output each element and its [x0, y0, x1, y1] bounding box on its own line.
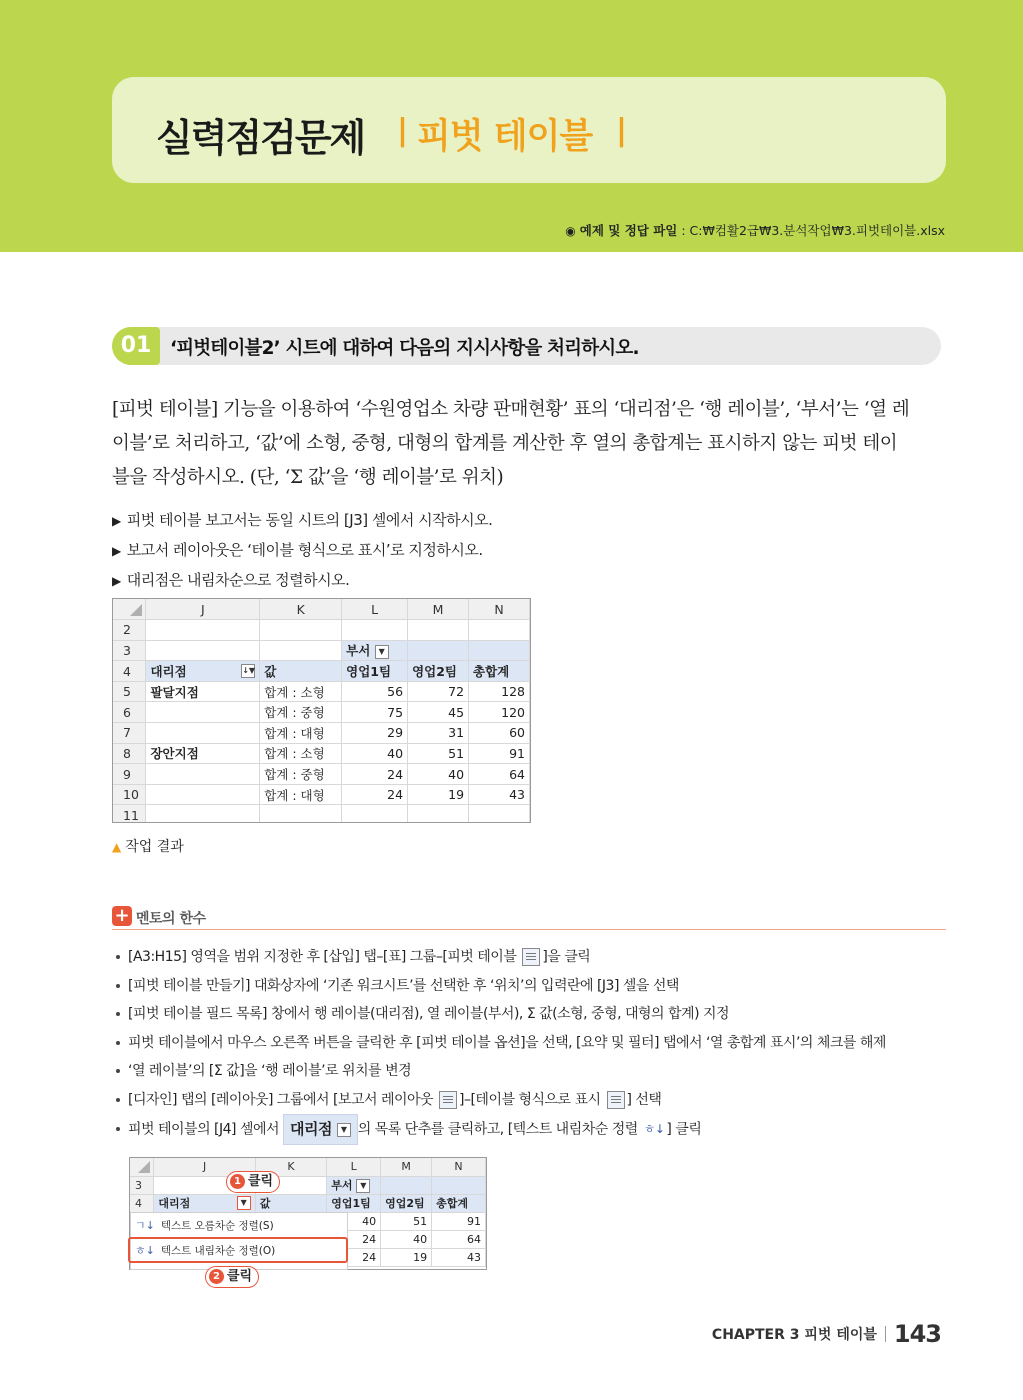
value-cell: 40: [408, 764, 469, 785]
tip-item: [116, 1000, 886, 1029]
sort-dropdown-icon[interactable]: ↓▼: [241, 664, 255, 678]
page-title: 실력점검문제: [156, 116, 365, 160]
bullet-dot: [116, 1127, 120, 1131]
value-cell: 29: [342, 723, 408, 744]
value-cell: 75: [342, 702, 408, 723]
question-number: 01: [112, 327, 160, 365]
total-cell: 43: [469, 784, 530, 805]
step-item: [112, 566, 492, 596]
value-field-cell: 값: [255, 1194, 326, 1212]
value-cell: 56: [342, 681, 408, 702]
pivot-table-icon: [522, 948, 540, 966]
row-header[interactable]: 4: [130, 1194, 154, 1212]
column-field-label: 부서: [331, 1179, 353, 1192]
bullet-dot: [116, 1012, 120, 1016]
col-header[interactable]: L: [342, 599, 408, 620]
row-header[interactable]: 10: [113, 784, 146, 805]
sort-descending-icon: ㅎ↓: [643, 1122, 665, 1137]
row-header[interactable]: 4: [113, 661, 146, 682]
plus-icon: +: [112, 906, 132, 926]
row-header[interactable]: 9: [113, 764, 146, 785]
step-text: 보고서 레이아웃은 ‘테이블 형식으로 표시’로 지정하시오.: [126, 541, 483, 559]
total-cell: 43: [432, 1248, 486, 1266]
value-cell: 40: [327, 1212, 381, 1230]
body-line: 블을 작성하시오. (단, ‘Σ 값’을 ‘행 레이블’로 위치): [112, 467, 504, 488]
page-footer: [712, 1320, 941, 1348]
column-label: 영업1팀: [327, 1194, 381, 1212]
row-header[interactable]: 11: [113, 805, 146, 823]
total-cell: 91: [469, 743, 530, 764]
step-list: [112, 506, 492, 596]
report-layout-icon: [439, 1091, 457, 1109]
col-header[interactable]: K: [260, 599, 342, 620]
dropdown-icon[interactable]: ▼: [237, 1196, 251, 1210]
total-cell: 64: [469, 764, 530, 785]
file-info: [565, 221, 945, 239]
triangle-icon: ▶: [112, 574, 121, 588]
row-header[interactable]: 3: [130, 1176, 154, 1194]
tip-item: [116, 1057, 886, 1086]
tip-header: [112, 906, 946, 930]
step-number: 1: [230, 1174, 245, 1189]
body-line: 이블’로 처리하고, ‘값’에 소형, 중형, 대형의 합계를 계산한 후 열의 총합계는 표시하지 않는 피벗 테이: [112, 433, 898, 454]
label-cell: 합계 : 소형: [260, 681, 342, 702]
dropdown-icon: ▼: [337, 1123, 351, 1137]
highlight-box: [128, 1237, 348, 1263]
value-cell: 51: [381, 1212, 432, 1230]
column-field-label: 부서: [346, 643, 371, 659]
col-header[interactable]: K: [255, 1158, 326, 1176]
tip-item: [116, 1086, 886, 1115]
tip-text: ‘열 레이블’의 [Σ 값]을 ‘행 레이블’로 위치를 변경: [128, 1063, 412, 1079]
row-field-label: 대리점: [150, 664, 187, 680]
value-cell: 24: [342, 784, 408, 805]
branch-cell: 팔달지점: [146, 681, 260, 702]
sort-ascending-icon: ㄱ↓: [135, 1219, 155, 1232]
branch-cell: [146, 784, 260, 805]
column-field-cell[interactable]: [342, 640, 408, 661]
col-header[interactable]: N: [469, 599, 530, 620]
col-header[interactable]: L: [327, 1158, 381, 1176]
tip-list: [116, 943, 886, 1145]
value-cell: 19: [381, 1248, 432, 1266]
step-item: [112, 506, 492, 536]
chapter-label: CHAPTER 3 피벗 테이블: [711, 1327, 877, 1343]
row-header[interactable]: 2: [113, 620, 146, 641]
tip-item: [116, 972, 886, 1001]
menu-item-label: 텍스트 오름차순 정렬(S): [160, 1220, 274, 1232]
row-field-cell[interactable]: [154, 1194, 255, 1212]
bullet-dot: [116, 1041, 120, 1045]
tip-text: [피벗 테이블 만들기] 대화상자에 ‘기존 워크시트’를 선택한 후 ‘위치’의 입력란에 [J3] 셀을 선택: [128, 977, 679, 994]
branch-cell: [146, 723, 260, 744]
label-cell: 합계 : 대형: [260, 723, 342, 744]
total-cell: 128: [469, 681, 530, 702]
branch-cell: [146, 764, 260, 785]
tip-text: ] 클릭: [666, 1121, 702, 1138]
row-header[interactable]: 6: [113, 702, 146, 723]
value-cell: 31: [408, 723, 469, 744]
dropdown-icon[interactable]: ▼: [356, 1179, 370, 1193]
file-path: : C:₩컴활2급₩3.분석작업₩3.피벗테이블.xlsx: [677, 223, 945, 238]
triangle-icon: ▶: [112, 514, 121, 528]
step-number: 2: [209, 1269, 224, 1284]
value-cell: 24: [327, 1248, 381, 1266]
page-number: 143: [893, 1320, 941, 1348]
step-item: [112, 536, 492, 566]
tip-text: [A3:H15] 영역을 범위 지정한 후 [삽입] 탭–[표] 그룹–[피벗 테이블: [128, 949, 521, 965]
select-all-corner[interactable]: [130, 1158, 154, 1176]
value-field-cell: 값: [260, 661, 342, 682]
row-header[interactable]: 3: [113, 640, 146, 661]
value-cell: 40: [342, 743, 408, 764]
callout-2: [205, 1266, 259, 1288]
tip-text: ]–[테이블 형식으로 표시: [459, 1091, 605, 1108]
total-cell: 64: [432, 1230, 486, 1248]
col-header[interactable]: J: [154, 1158, 255, 1176]
tip-item: [116, 1114, 886, 1145]
tip-text: ] 선택: [626, 1091, 662, 1108]
value-cell: 51: [408, 743, 469, 764]
file-label: 예제 및 정답 파일: [579, 223, 678, 238]
step-text: 피벗 테이블 보고서는 동일 시트의 [J3] 셀에서 시작하시오.: [126, 511, 493, 529]
tip-text: 피벗 테이블의 [J4] 셀에서: [128, 1121, 283, 1138]
row-header[interactable]: 5: [113, 681, 146, 702]
question-body: [112, 393, 946, 495]
row-field-cell[interactable]: [146, 661, 260, 682]
bullet-dot: [116, 1098, 120, 1102]
callout-1: [226, 1171, 280, 1193]
title-box: [112, 77, 946, 183]
tip-title: 멘토의 한수: [136, 911, 206, 927]
page-subtitle: 피벗 테이블: [417, 117, 593, 157]
menu-item-label: 텍스트 내림차순 정렬(O): [160, 1245, 276, 1257]
sort-descending-icon: ㅎ↓: [135, 1244, 155, 1257]
total-cell: 91: [432, 1212, 486, 1230]
question-bar: [112, 327, 941, 365]
value-cell: 72: [408, 681, 469, 702]
column-label: 총합계: [432, 1194, 486, 1212]
row-field-chip: [283, 1114, 358, 1145]
label-cell: 합계 : 소형: [260, 743, 342, 764]
branch-cell: 장안지점: [146, 743, 260, 764]
col-header[interactable]: J: [146, 599, 260, 620]
caption-text: 작업 결과: [125, 839, 184, 855]
column-field-cell[interactable]: [327, 1176, 381, 1194]
column-label: 총합계: [469, 661, 530, 682]
result-spreadsheet: [112, 598, 531, 823]
branch-cell: [146, 702, 260, 723]
chip-label: 대리점: [289, 1120, 332, 1138]
tip-item: [116, 1029, 886, 1058]
tip-item: [116, 943, 886, 972]
tip-text: 피벗 테이블에서 마우스 오른쪽 버튼을 클릭한 후 [피벗 테이블 옵션]을 선택, [요약 및 필터] 탭에서 ‘열 총합계 표시’의 체크를 해제: [128, 1034, 886, 1051]
figure-caption: [112, 836, 184, 856]
column-label: 영업2팀: [381, 1194, 432, 1212]
column-label: 영업1팀: [342, 661, 408, 682]
step-text: 대리점은 내림차순으로 정렬하시오.: [126, 571, 350, 589]
triangle-icon: ▶: [112, 544, 121, 558]
value-cell: 45: [408, 702, 469, 723]
value-cell: 24: [327, 1230, 381, 1248]
row-field-label: 대리점: [158, 1197, 191, 1210]
col-header[interactable]: M: [381, 1158, 432, 1176]
total-cell: 120: [469, 702, 530, 723]
label-cell: 합계 : 중형: [260, 702, 342, 723]
callout-text: 클릭: [227, 1269, 253, 1284]
title-separator: |: [397, 113, 408, 148]
select-all-corner[interactable]: [113, 599, 146, 620]
tabular-form-icon: [607, 1091, 625, 1109]
column-label: 영업2팀: [408, 661, 469, 682]
tip-text: 의 목록 단추를 클릭하고, [텍스트 내림차순 정렬: [357, 1121, 642, 1138]
value-cell: 19: [408, 784, 469, 805]
total-cell: 60: [469, 723, 530, 744]
bullet-icon: ◉: [565, 224, 576, 238]
tip-text: ]을 클릭: [542, 949, 591, 965]
question-title: ‘피벗테이블2’ 시트에 대하여 다음의 지시사항을 처리하시오.: [170, 338, 639, 359]
tip-text: [피벗 테이블 필드 목록] 창에서 행 레이블(대리점), 열 레이블(부서), Σ 값(소형, 중형, 대형의 합계) 지정: [128, 1006, 730, 1022]
row-header[interactable]: 8: [113, 743, 146, 764]
dropdown-icon[interactable]: ▼: [375, 645, 389, 659]
tip-text: [디자인] 탭의 [레이아웃] 그룹에서 [보고서 레이아웃: [128, 1091, 437, 1108]
body-line: [피벗 테이블] 기능을 이용하여 ‘수원영업소 차량 판매현황’ 표의 ‘대리점’은 ‘행 레이블’, ‘부서’는 ‘열 레: [112, 399, 910, 420]
bullet-dot: [116, 955, 120, 959]
label-cell: 합계 : 대형: [260, 784, 342, 805]
callout-text: 클릭: [248, 1174, 274, 1189]
triangle-up-icon: ▲: [112, 840, 122, 854]
col-header[interactable]: N: [432, 1158, 486, 1176]
bullet-dot: [116, 984, 120, 988]
bullet-dot: [116, 1069, 120, 1073]
row-header[interactable]: 7: [113, 723, 146, 744]
col-header[interactable]: M: [408, 599, 469, 620]
title-separator-end: |: [616, 113, 627, 148]
value-cell: 24: [342, 764, 408, 785]
menu-item-sort-ascending[interactable]: [135, 1216, 274, 1236]
label-cell: 합계 : 중형: [260, 764, 342, 785]
value-cell: 40: [381, 1230, 432, 1248]
footer-divider: [885, 1326, 886, 1342]
